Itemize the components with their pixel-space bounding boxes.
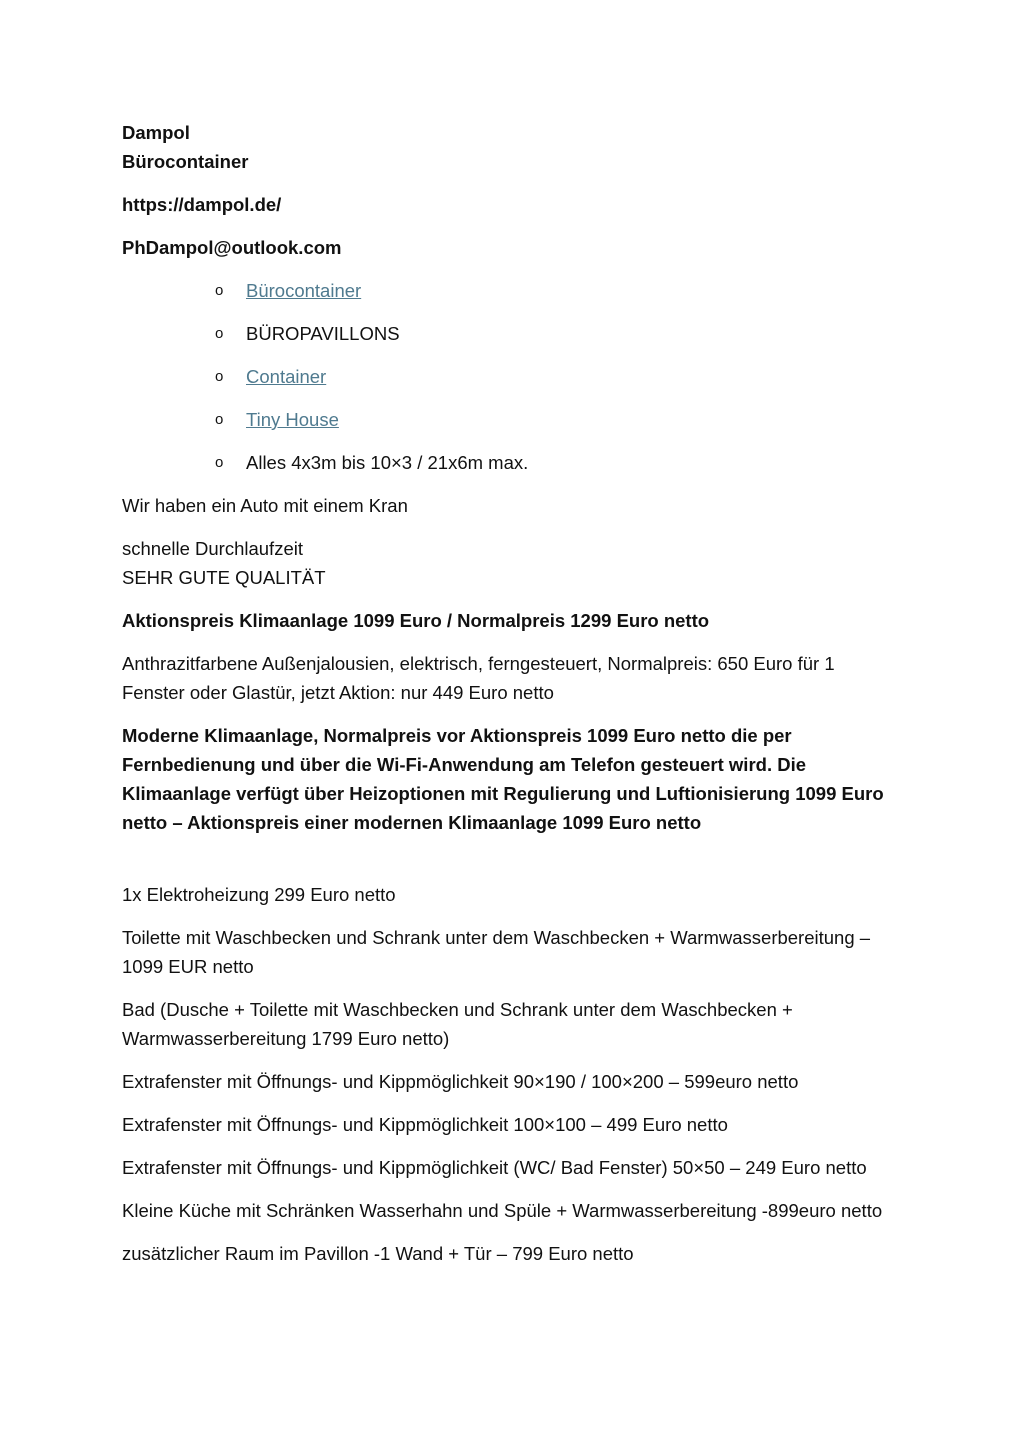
item-sizes: Alles 4x3m bis 10×3 / 21x6m max. bbox=[246, 452, 529, 473]
website-url: https://dampol.de/ bbox=[122, 194, 282, 215]
heater-text: 1x Elektroheizung 299 Euro netto bbox=[122, 884, 396, 905]
item-buropavillons: BÜROPAVILLONS bbox=[246, 323, 400, 344]
kitchen-text: Kleine Küche mit Schränken Wasserhahn und Spüle + Warmwasserbereitung -899euro netto bbox=[122, 1200, 883, 1221]
bullet-icon: o bbox=[215, 368, 224, 385]
list-item bbox=[122, 362, 902, 391]
bathroom-text: Bad (Dusche + Toilette mit Waschbecken und Schrank unter dem Waschbecken + Warmwasserbereitung 1799 Euro netto) bbox=[122, 999, 793, 1049]
ac-description: Moderne Klimaanlage, Normalpreis vor Aktionspreis 1099 Euro netto die per Fernbedienung und über die Wi-Fi-Anwendung am Telefon gesteuert wird. Die Klimaanlage verfügt über Heizoptionen mit Regulierung und Luftionisierung 1099 Euro netto – Aktionspreis einer modernen Klimaanlage 1099 Euro netto bbox=[122, 725, 884, 833]
link-tiny-house[interactable]: Tiny House bbox=[246, 409, 339, 430]
company-block bbox=[122, 118, 902, 176]
list-item bbox=[122, 448, 902, 477]
company-name: Dampol bbox=[122, 122, 190, 143]
promo-ac-text: Aktionspreis Klimaanlage 1099 Euro / Normalpreis 1299 Euro netto bbox=[122, 610, 710, 631]
window-large-text: Extrafenster mit Öffnungs- und Kippmöglichkeit 90×190 / 100×200 – 599euro netto bbox=[122, 1071, 799, 1092]
window-medium-text: Extrafenster mit Öffnungs- und Kippmöglichkeit 100×100 – 499 Euro netto bbox=[122, 1114, 728, 1135]
bullet-icon: o bbox=[215, 282, 224, 299]
list-item bbox=[122, 319, 902, 348]
company-subtitle: Bürocontainer bbox=[122, 151, 249, 172]
product-list bbox=[122, 276, 902, 477]
bullet-icon: o bbox=[215, 411, 224, 428]
toilet-text: Toilette mit Waschbecken und Schrank unter dem Waschbecken + Warmwasserbereitung – 1099 EUR netto bbox=[122, 927, 871, 977]
quality-text: SEHR GUTE QUALITÄT bbox=[122, 567, 326, 588]
link-container[interactable]: Container bbox=[246, 366, 327, 387]
email-address: PhDampol@outlook.com bbox=[122, 237, 342, 258]
bullet-icon: o bbox=[215, 325, 224, 342]
link-burocontainer[interactable]: Bürocontainer bbox=[246, 280, 362, 301]
document-page bbox=[122, 118, 902, 1282]
list-item bbox=[122, 276, 902, 305]
turnaround-text: schnelle Durchlaufzeit bbox=[122, 538, 303, 559]
blinds-text: Anthrazitfarbene Außenjalousien, elektrisch, ferngesteuert, Normalpreis: 650 Euro für 1 Fenster oder Glastür, jetzt Aktion: nur 449 Euro netto bbox=[122, 653, 835, 703]
extra-room-text: zusätzlicher Raum im Pavillon -1 Wand + Tür – 799 Euro netto bbox=[122, 1243, 634, 1264]
list-item bbox=[122, 405, 902, 434]
crane-text: Wir haben ein Auto mit einem Kran bbox=[122, 495, 408, 516]
bullet-icon: o bbox=[215, 454, 224, 471]
window-small-text: Extrafenster mit Öffnungs- und Kippmöglichkeit (WC/ Bad Fenster) 50×50 – 249 Euro netto bbox=[122, 1157, 867, 1178]
quality-block bbox=[122, 534, 902, 592]
